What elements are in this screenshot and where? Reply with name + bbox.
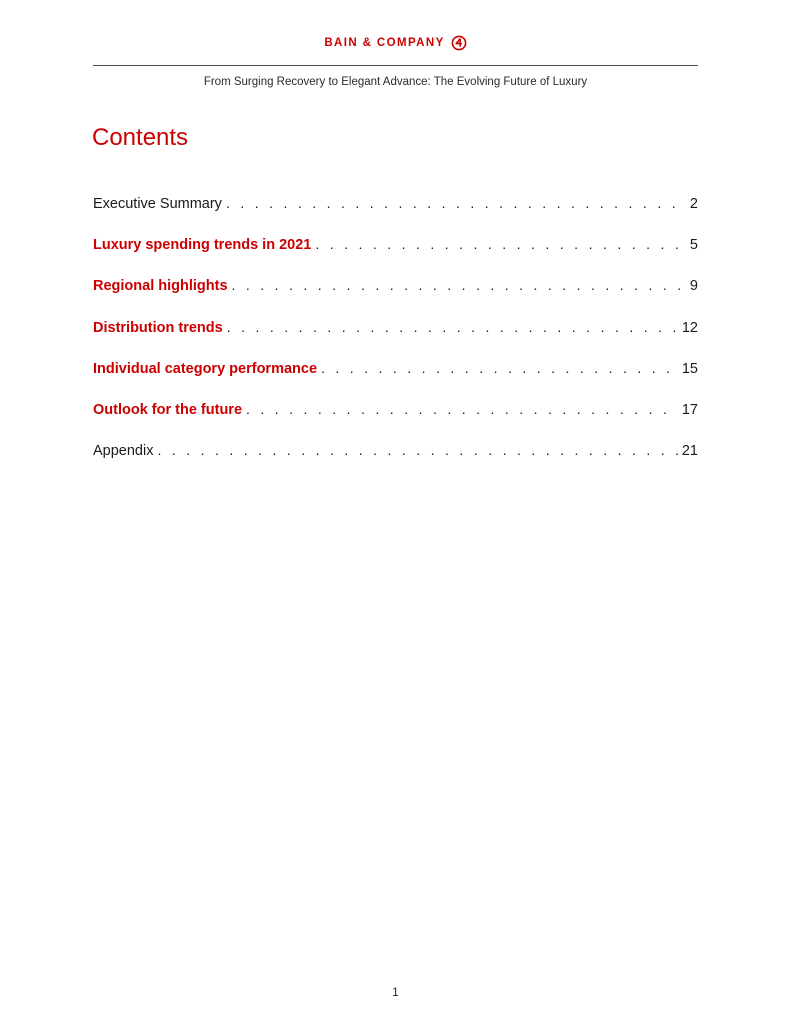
toc-dot-leader xyxy=(315,236,686,252)
toc-entry-page: 15 xyxy=(681,360,698,377)
toc-entry-outlook-for-the-future[interactable] xyxy=(93,401,698,442)
toc-entry-distribution-trends[interactable] xyxy=(93,319,698,360)
toc-entry-label: Executive Summary xyxy=(93,196,222,212)
toc-dot-leader xyxy=(246,401,678,417)
toc-entry-label: Luxury spending trends in 2021 xyxy=(93,237,312,254)
toc-dot-leader xyxy=(227,319,678,335)
toc-entry-page: 5 xyxy=(689,237,698,254)
toc-entry-page: 21 xyxy=(681,443,698,460)
toc-dot-leader xyxy=(157,442,677,458)
toc-entry-label: Distribution trends xyxy=(93,319,223,336)
toc-dot-leader xyxy=(232,277,686,293)
toc-entry-label: Individual category performance xyxy=(93,360,318,377)
header-divider xyxy=(93,65,698,66)
brand-header xyxy=(0,34,791,52)
toc-entry-page: 12 xyxy=(681,319,698,336)
toc-entry-label: Appendix xyxy=(93,443,154,460)
page-number: 1 xyxy=(392,987,399,999)
document-subtitle: From Surging Recovery to Elegant Advance: The Evolving Future of Luxury xyxy=(203,76,588,88)
toc-entry-label: Regional highlights xyxy=(93,278,228,295)
toc-entry-regional-highlights[interactable] xyxy=(93,277,698,318)
toc-entry-individual-category-performance[interactable] xyxy=(93,360,698,401)
toc-entry-luxury-spending-trends[interactable] xyxy=(93,236,698,277)
contents-title: Contents xyxy=(92,124,189,151)
toc-entry-label: Outlook for the future xyxy=(93,401,243,418)
bain-circle-logo-icon xyxy=(451,35,467,51)
toc-entry-page: 9 xyxy=(689,278,698,295)
toc-entry-executive-summary[interactable] xyxy=(93,195,698,236)
toc-dot-leader xyxy=(321,360,678,376)
toc-entry-appendix[interactable] xyxy=(93,442,698,483)
toc-entry-page: 2 xyxy=(689,196,698,212)
table-of-contents xyxy=(93,195,698,483)
toc-entry-page: 17 xyxy=(681,401,698,418)
toc-dot-leader xyxy=(226,195,686,211)
brand-name: BAIN & COMPANY xyxy=(324,37,445,49)
